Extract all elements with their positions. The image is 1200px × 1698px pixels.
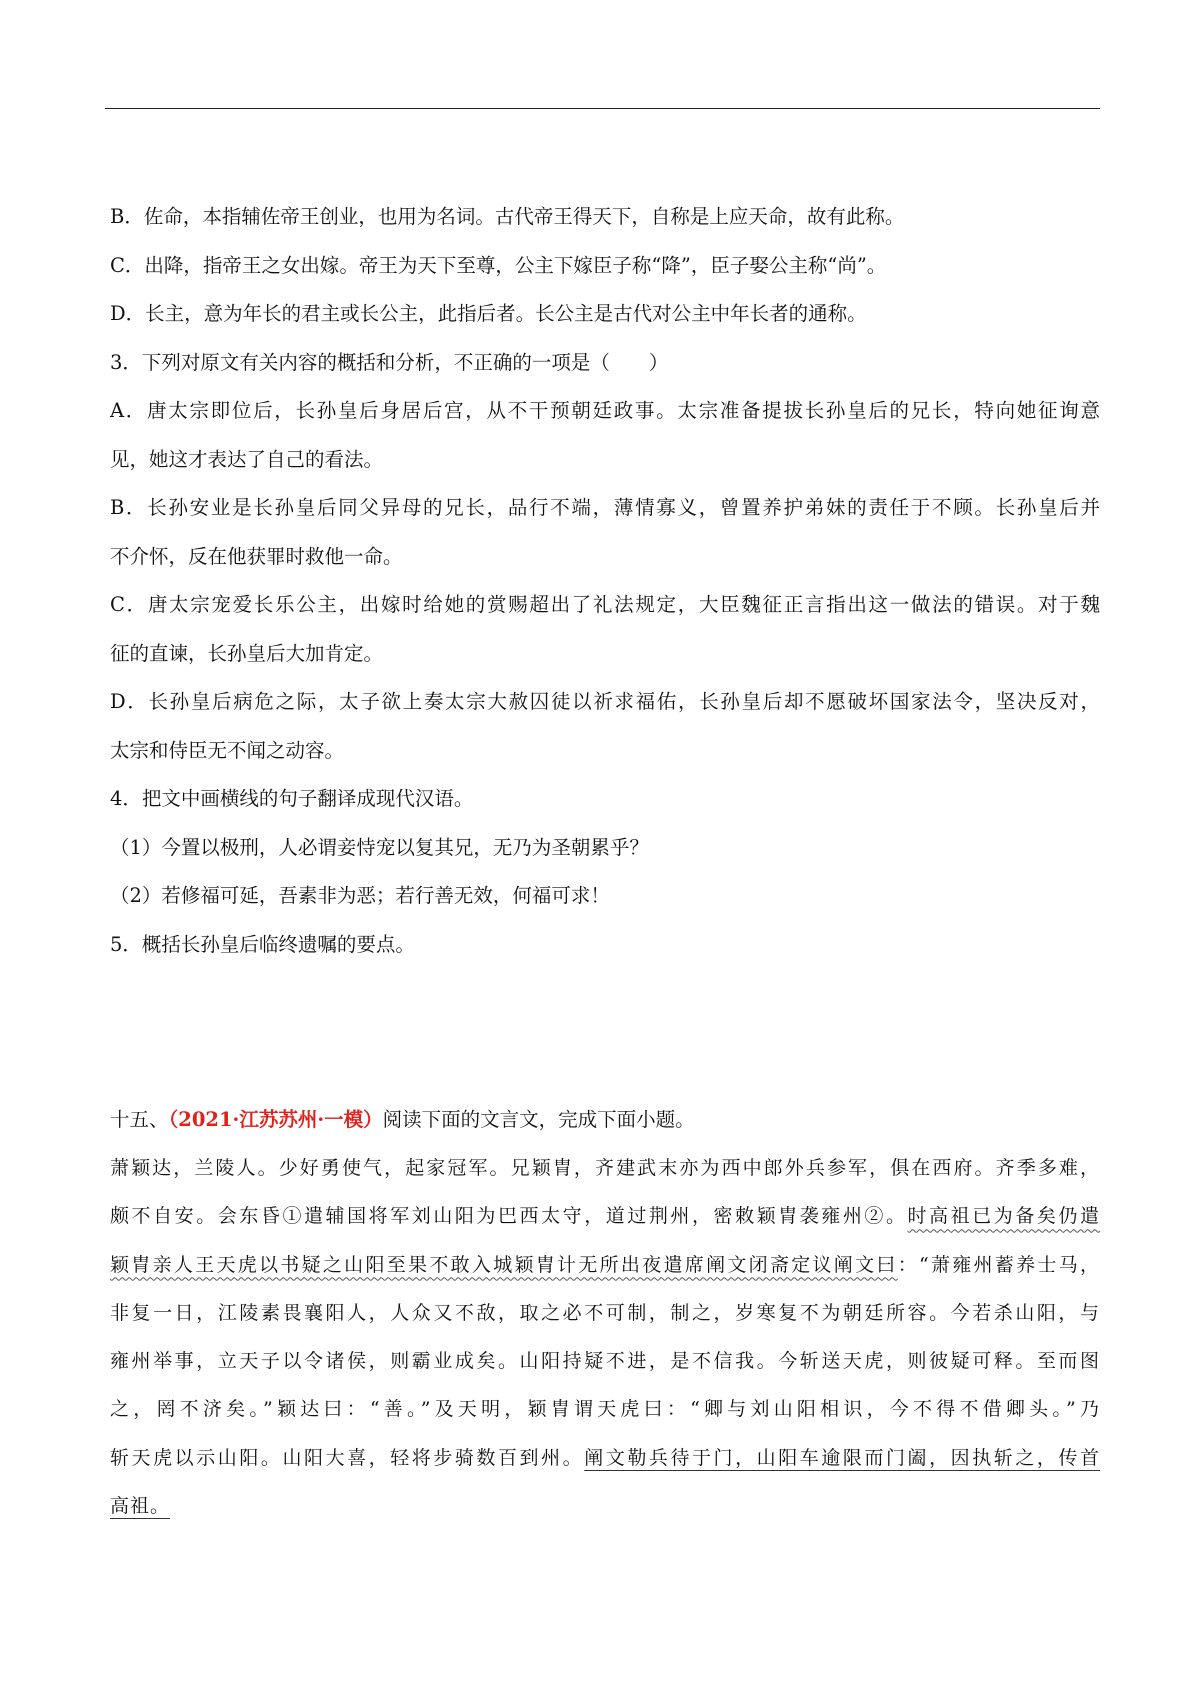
q3-option-d-cont: 太宗和侍臣无不闻之动容。	[110, 738, 345, 762]
passage-line: 雍州举事，立天子以令诸侯，则霸业成矣。山阳持疑不进，是不信我。今斩送天虎，则彼疑可释。至而图	[110, 1350, 1100, 1373]
q4-stem: 4．把文中画横线的句子翻译成现代汉语。	[110, 787, 474, 810]
underlined-sentence: 高祖。	[110, 1495, 171, 1518]
passage-text: 斩天虎以示山阳。山阳大喜，轻将步骑数百到州。	[110, 1446, 585, 1469]
passage-line: 之，罔不济矣。”颖达曰：“善。”及天明，颖胄谓天虎曰：“卿与刘山阳相识，今不得不借卿头。”乃	[110, 1398, 1100, 1421]
q3-option-c: C．唐太宗宠爱长乐公主，出嫁时给她的赏赐超出了礼法规定，大臣魏征正言指出这一做法的错误。对于魏	[110, 593, 1100, 616]
questions	[110, 193, 1100, 969]
q2-option-b: B．佐命，本指辅佐帝王创业，也用为名词。古代帝王得天下，自称是上应天命，故有此称。	[110, 205, 905, 228]
q3-option-b-cont: 不介怀，反在他获罪时救他一命。	[110, 544, 403, 568]
passage-line: 非复一日，江陵素畏襄阳人，人众又不敌，取之必不可制，制之，岁寒复不为朝廷所容。今若杀山阳，与	[110, 1301, 1100, 1324]
passage-text: ：“萧雍州蓄养士马，	[897, 1253, 1100, 1276]
q3-option-d: D．长孙皇后病危之际，太子欲上奏太宗大赦囚徒以祈求福佑，长孙皇后却不愿破坏国家法令，坚决反对，	[110, 690, 1100, 713]
wavy-underlined-text: 时高祖已为备矣仍遣	[907, 1205, 1100, 1228]
q5-stem: 5．概括长孙皇后临终遗嘱的要点。	[110, 932, 415, 956]
passage-line	[110, 1434, 1100, 1482]
passage-line	[110, 1482, 1100, 1530]
section-instruction: 阅读下面的文言文，完成下面小题。	[382, 1108, 695, 1131]
q3-option-c-cont: 征的直谏，长孙皇后大加肯定。	[110, 641, 384, 665]
q4-item-2: （2）若修福可延，吾素非为恶；若行善无效，何福可求！	[110, 884, 610, 907]
classical-passage	[110, 1144, 1100, 1530]
q3-option-a-cont: 见，她这才表达了自己的看法。	[110, 447, 384, 471]
passage-line	[110, 1192, 1100, 1240]
passage-text: 颇不自安。会东昏①遣辅国将军刘山阳为巴西太守，道过荆州，密敕颖胄袭雍州②。	[110, 1205, 908, 1228]
q3-option-a: A．唐太宗即位后，长孙皇后身居后宫，从不干预朝廷政事。太宗准备提拔长孙皇后的兄长，特向她征询意	[110, 399, 1100, 422]
q3-stem: 3．下列对原文有关内容的概括和分析，不正确的一项是（ ）	[110, 350, 669, 374]
q4-item-1: （1）今置以极刑，人必谓妾恃宠以复其兄，无乃为圣朝累乎？	[110, 835, 649, 859]
passage-line: 萧颖达，兰陵人。少好勇使气，起家冠军。兄颖胄，齐建武末亦为西中郎外兵参军，俱在西府。齐季多难，	[110, 1157, 1100, 1179]
header-rule	[105, 108, 1100, 109]
underlined-sentence: 阐文勒兵待于门，山阳车逾限而门阖，因执斩之，传首	[584, 1446, 1100, 1469]
section-15-heading	[110, 1096, 1100, 1145]
wavy-underlined-text: 颖胄亲人王天虎以书疑之山阳至果不敢入城颖胄计无所出夜遣席阐文闭斋定议阐文曰	[110, 1253, 898, 1276]
q2-option-c: C．出降，指帝王之女出嫁。帝王为天下至尊，公主下嫁臣子称“降”，臣子娶公主称“尚”。	[110, 253, 887, 277]
passage-line	[110, 1241, 1100, 1289]
q3-option-b: B．长孙安业是长孙皇后同父异母的兄长，品行不端，薄情寡义，曾置养护弟妹的责任于不顾。长孙皇后并	[110, 496, 1100, 519]
section-number: 十五、	[110, 1108, 169, 1131]
source-tag: （2021·江苏苏州·一模）	[168, 1108, 383, 1131]
q2-option-d: D．长主，意为年长的君主或长公主，此指后者。长公主是古代对公主中年长者的通称。	[110, 302, 867, 325]
